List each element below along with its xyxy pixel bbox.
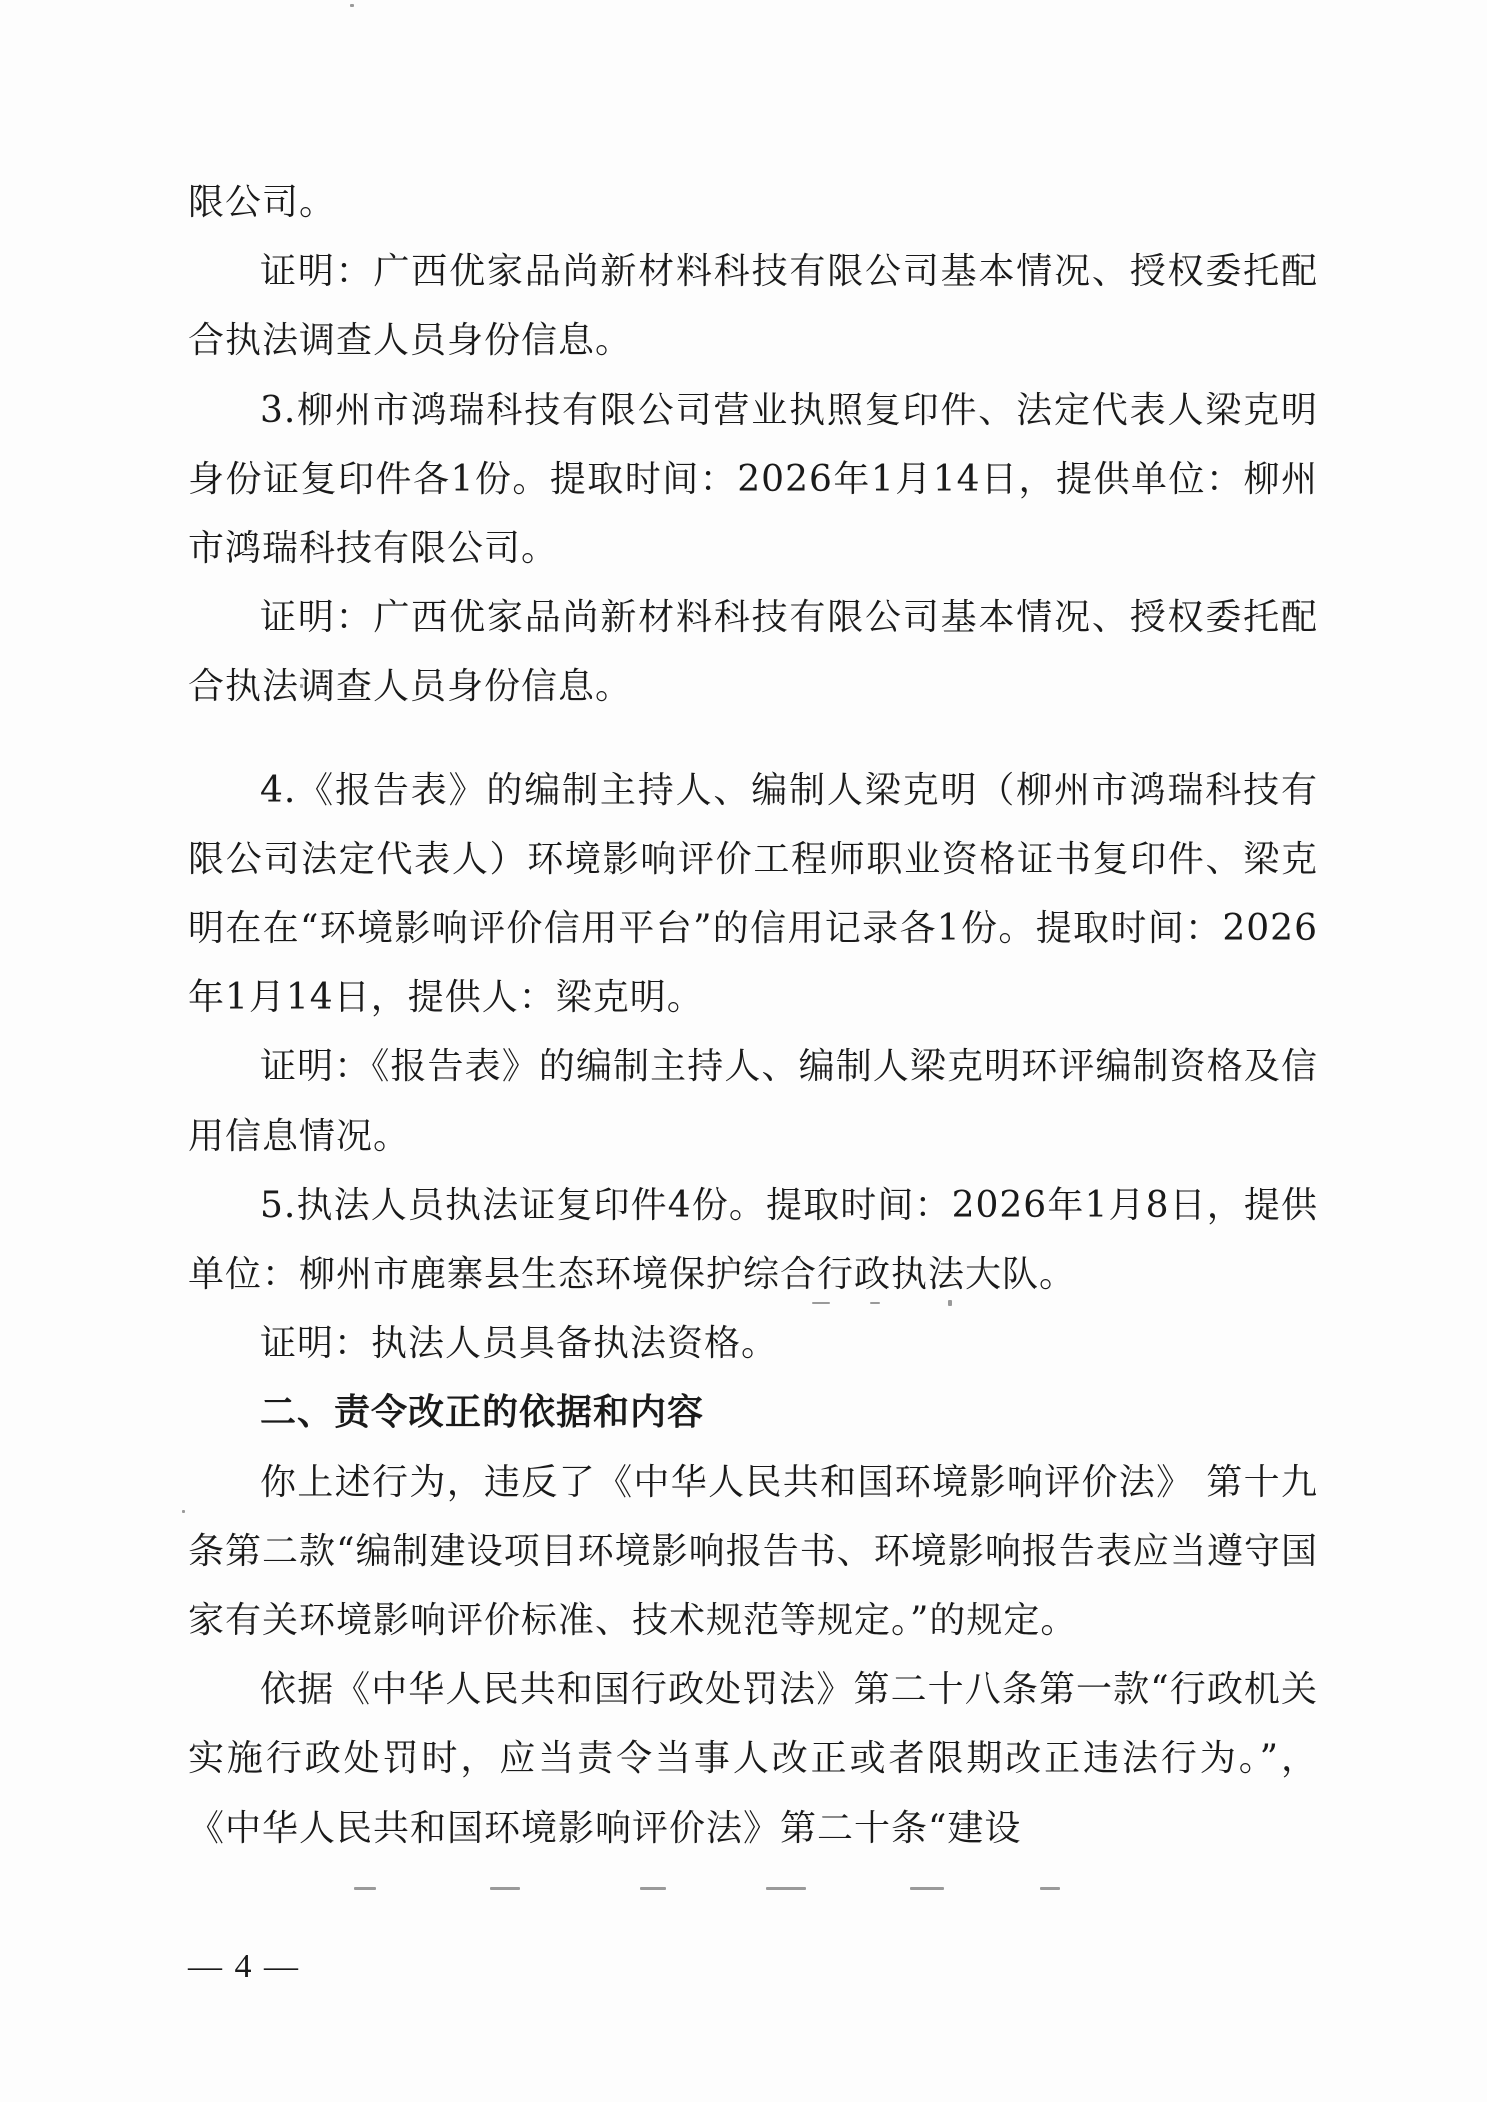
paragraph-evidence-3: 3.柳州市鸿瑞科技有限公司营业执照复印件、法定代表人梁克明身份证复印件各1份。提取时间：2026年1月14日，提供单位：柳州市鸿瑞科技有限公司。 [188, 389, 1318, 570]
page-number: — 4 — [188, 1948, 300, 1985]
scan-speck [182, 1510, 185, 1513]
section-heading: 二、责令改正的依据和内容 [260, 1392, 705, 1434]
scan-speck [1040, 1887, 1060, 1890]
scan-speck [490, 1887, 520, 1890]
paragraph-evidence-5: 5.执法人员执法证复印件4份。提取时间：2026年1月8日，提供单位：柳州市鹿寨县生态环境保护综合行政执法大队。 [188, 1184, 1318, 1296]
paragraph-evidence-4: 4.《报告表》的编制主持人、编制人梁克明（柳州市鸿瑞科技有限公司法定代表人）环境影响评价工程师职业资格证书复印件、梁克明在在“环境影响评价信用平台”的信用记录各1份。提取时间：2026年1月14日，提供人：梁克明。 [188, 769, 1318, 1019]
scan-speck [910, 1887, 944, 1890]
paragraph-proof-3: 证明：广西优家品尚新材料科技有限公司基本情况、授权委托配合执法调查人员身份信息。 [188, 597, 1318, 708]
scan-speck [354, 1887, 376, 1890]
paragraph-continuation: 限公司。 [188, 182, 337, 223]
document-body [188, 168, 1318, 1863]
paragraph-proof-1: 证明：广西优家品尚新材料科技有限公司基本情况、授权委托配合执法调查人员身份信息。 [188, 251, 1318, 362]
scan-speck [640, 1887, 666, 1890]
paragraph-proof-5: 证明：执法人员具备执法资格。 [260, 1323, 779, 1365]
paragraph-proof-4: 证明：《报告表》的编制主持人、编制人梁克明环评编制资格及信用信息情况。 [188, 1046, 1318, 1157]
scan-speck [766, 1887, 806, 1890]
paragraph-legal-basis: 依据《中华人民共和国行政处罚法》第二十八条第一款“行政机关实施行政处罚时，应当责令当事人改正或者限期改正违法行为。”，《中华人民共和国环境影响评价法》第二十条“建设 [188, 1669, 1318, 1849]
scan-speck [350, 4, 354, 7]
paragraph-violation: 你上述行为，违反了《中华人民共和国环境影响评价法》 第十九条第二款“编制建设项目环境影响报告书、环境影响报告表应当遵守国家有关环境影响评价标准、技术规范等规定。”的规定。 [188, 1461, 1318, 1642]
